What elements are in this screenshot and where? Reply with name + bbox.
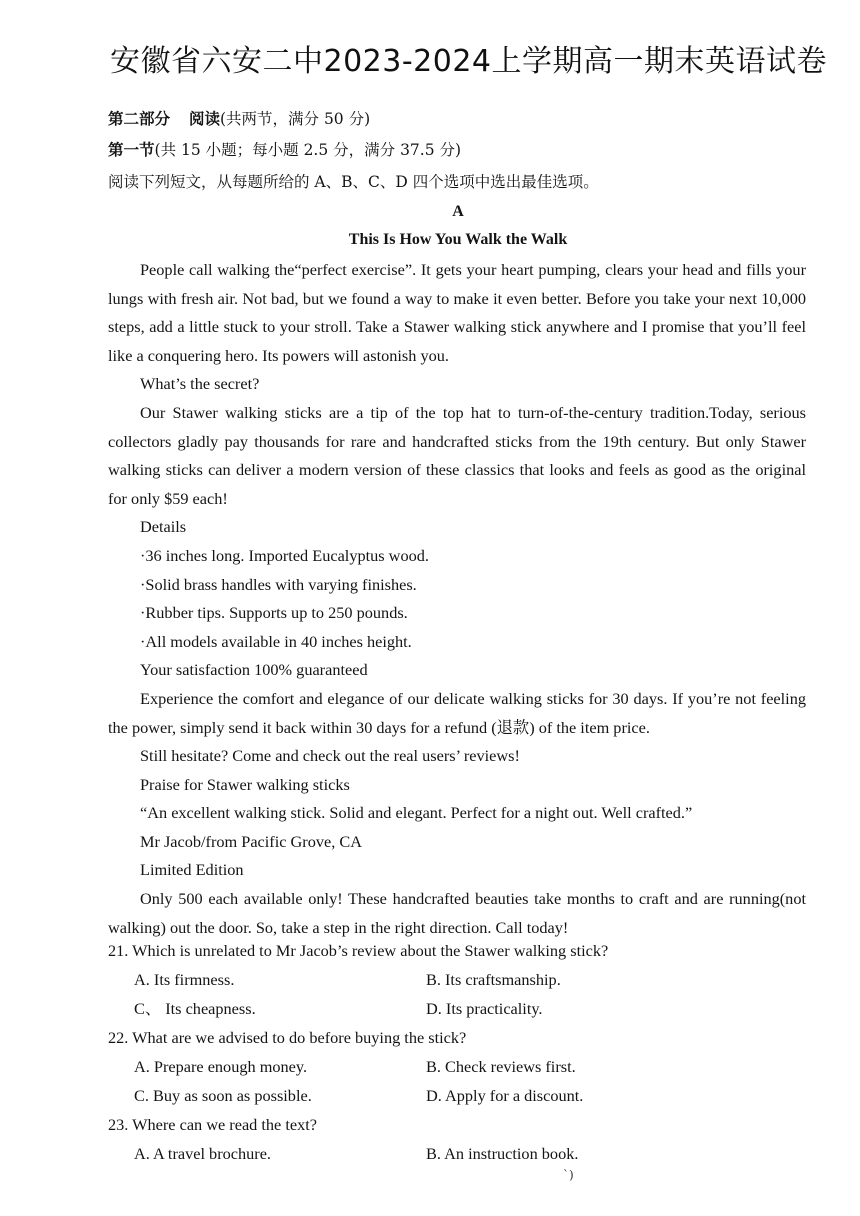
option-a	[108, 1139, 426, 1168]
paragraph: Only 500 each available only! These handcrafted beauties take months to craft and are running(not walking) out the door. So, take a step in the right direction. Call today!	[108, 889, 806, 937]
option-b	[426, 1139, 808, 1168]
question-text: What are we advised to do before buying the stick?	[132, 1028, 467, 1047]
options-row	[108, 1052, 808, 1081]
review-quote: “An excellent walking stick. Solid and elegant. Perfect for a night out. Well crafted.”	[140, 803, 693, 823]
question-23	[108, 1110, 808, 1139]
option-text: Buy as soon as possible.	[153, 1086, 312, 1105]
paragraph: People call walking the“perfect exercise”. It gets your heart pumping, clears your head and fills your lungs with fresh air. Not bad, but we found a way to make it even better. Before you take your next 10,000 steps, add a little stuck to your stroll. Take a Stawer walking stick anywhere and I promise that you’ll feel like a conquering hero. Its powers will astonish you.	[108, 260, 806, 365]
section-heading	[108, 139, 808, 161]
exam-title: 安徽省六安二中2023-2024上学期高一期末英语试卷	[110, 44, 828, 79]
option-text: Check reviews first.	[445, 1057, 576, 1076]
option-c	[108, 1081, 426, 1110]
question-text: Which is unrelated to Mr Jacob’s review about the Stawer walking stick?	[132, 941, 609, 960]
question-number: 22.	[108, 1028, 129, 1047]
option-letter: A.	[134, 1144, 150, 1163]
option-b	[426, 1052, 808, 1081]
option-d	[426, 1081, 808, 1110]
edition-heading: Limited Edition	[140, 860, 244, 880]
detail-item: ·Solid brass handles with varying finishes.	[140, 574, 417, 594]
option-letter: C.	[134, 1086, 149, 1105]
question-number: 23.	[108, 1115, 129, 1134]
option-letter: A.	[134, 1057, 150, 1076]
option-letter: B.	[426, 970, 441, 989]
guarantee-heading: Your satisfaction 100% guaranteed	[140, 660, 368, 680]
option-text: Its craftsmanship.	[445, 970, 561, 989]
option-letter: D.	[426, 1086, 442, 1105]
paragraph: What’s the secret?	[140, 374, 260, 394]
options-row	[108, 994, 808, 1023]
option-c	[108, 994, 426, 1023]
passage-letter: A	[452, 203, 464, 220]
detail-item: ·All models available in 40 inches height.	[140, 631, 412, 651]
option-a	[108, 1052, 426, 1081]
detail-item: ·36 inches long. Imported Eucalyptus wood.	[140, 545, 429, 565]
option-text: An instruction book.	[444, 1144, 579, 1163]
options-row	[108, 965, 808, 994]
option-d	[426, 994, 808, 1023]
praise-heading: Praise for Stawer walking sticks	[140, 774, 350, 794]
part-heading	[108, 108, 808, 130]
question-number: 21.	[108, 941, 129, 960]
question-21	[108, 936, 808, 965]
option-letter: D.	[426, 999, 442, 1018]
option-letter: C、	[134, 999, 162, 1018]
option-text: Its practicality.	[445, 999, 543, 1018]
paragraph: Our Stawer walking sticks are a tip of the top hat to turn-of-the-century tradition.Today, serious collectors gladly pay thousands for rare and handcrafted sticks from the 19th century. But only Stawer walking sticks can deliver a modern version of these classics that looks and feels as good as the original for only $59 each!	[108, 402, 806, 508]
section-detail: (共 15 小题；每小题 2.5 分，满分 37.5 分)	[154, 141, 462, 159]
details-heading: Details	[140, 517, 187, 537]
option-letter: A.	[134, 970, 150, 989]
part-name: 阅读	[188, 109, 220, 128]
options-row	[108, 1081, 808, 1110]
option-a	[108, 965, 426, 994]
option-text: Its cheapness.	[165, 999, 256, 1018]
part-label: 第二部分	[108, 109, 171, 128]
paragraph: Still hesitate? Come and check out the real users’ reviews!	[140, 746, 520, 766]
passage-body	[108, 256, 806, 942]
option-text: Apply for a discount.	[445, 1086, 584, 1105]
instruction: 阅读下列短文，从每题所给的 A、B、C、D 四个选项中选出最佳选项。	[108, 173, 599, 191]
option-text: Its firmness.	[153, 970, 235, 989]
detail-item: ·Rubber tips. Supports up to 250 pounds.	[140, 603, 408, 623]
options-row	[108, 1139, 808, 1168]
section-label: 第一节	[108, 140, 155, 159]
scan-mark: `)	[563, 1168, 574, 1182]
option-text: Prepare enough money.	[153, 1057, 308, 1076]
paragraph: Experience the comfort and elegance of our delicate walking sticks for 30 days. If you’re not feeling the power, simply send it back within 30 days for a refund (退款) of the item price.	[108, 688, 806, 737]
reviewer: Mr Jacob/from Pacific Grove, CA	[140, 831, 362, 851]
option-b	[426, 965, 808, 994]
part-detail: (共两节，满分 50 分)	[219, 110, 371, 128]
option-letter: B.	[426, 1144, 441, 1163]
option-letter: B.	[426, 1057, 441, 1076]
question-text: Where can we read the text?	[132, 1115, 317, 1134]
option-text: A travel brochure.	[153, 1144, 271, 1163]
question-22	[108, 1023, 808, 1052]
passage-title: This Is How You Walk the Walk	[348, 231, 568, 248]
questions	[108, 936, 808, 1168]
